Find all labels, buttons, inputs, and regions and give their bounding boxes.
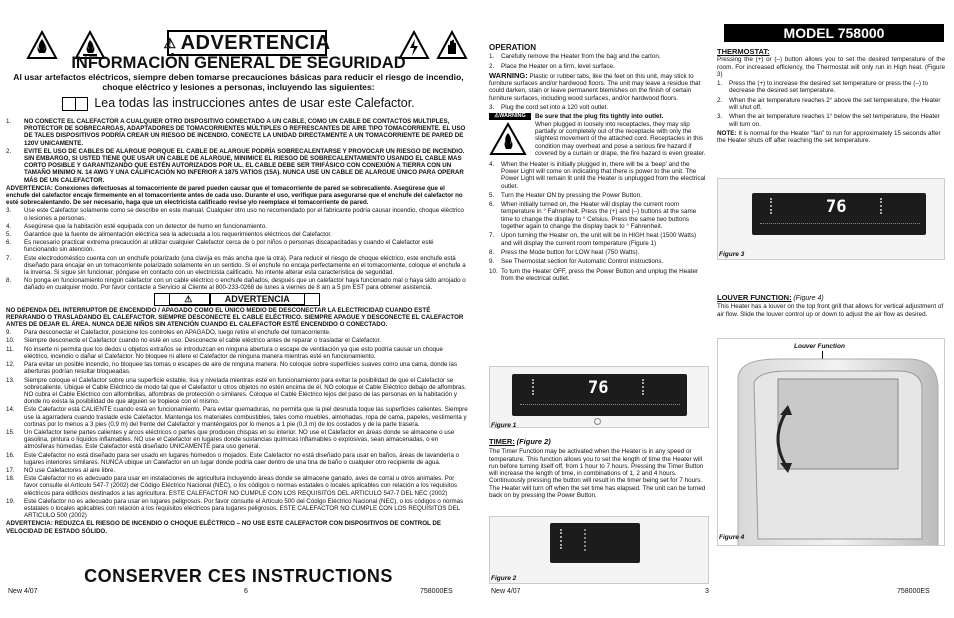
plug-heading: Be sure that the plug fits tightly into outlet. — [535, 113, 664, 121]
list-item-number: 6. — [6, 239, 12, 247]
no-depend-paragraph — [6, 307, 468, 329]
intro-text: Al usar artefactos eléctricos, siempre deben tomarse precauciones básicas para reducir el riesgo de incendio, choque eléctrico y lesiones a personas, incluyendo las siguientes: — [13, 72, 464, 92]
warning-label: WARNING: — [489, 70, 528, 80]
timer-heading — [489, 438, 709, 446]
list-item-number: 2. — [717, 96, 723, 104]
thermostat-panel-display — [752, 193, 926, 235]
list-item-number: 19. — [6, 497, 15, 505]
list-item — [717, 97, 945, 112]
op-step-3 — [489, 104, 707, 111]
list-item — [6, 406, 468, 428]
timer-display-segments — [584, 529, 592, 551]
list-item-number: 16. — [6, 451, 15, 459]
louver-callout: Louver Function — [794, 343, 845, 350]
thermostat-mode-leds — [880, 198, 900, 214]
footer-page-number: 3 — [705, 588, 709, 595]
footer-page-number: 6 — [244, 588, 248, 595]
list-item-text: When the Heater is initially plugged in, there will be a 'beep' and the Power Light will come on indicating that there is power to the unit. The Power Light will remain lit until the Heater is unplugged from the electrical outlet. — [501, 160, 706, 190]
figure-3-label: Figure 3 — [719, 251, 745, 258]
list-item-number: 8. — [489, 248, 495, 256]
list-item-text: See Thermostat section for Automatic Control instructions. — [501, 258, 664, 266]
list-item-text: Siempre desconecte el Calefactor cuando no esté en uso. Desconecte el cable eléctrico antes de reparar o trasladar el Calefactor. — [24, 337, 382, 345]
list-item-text: No ponga en funcionamiento ningún calefactor con un cable eléctrico o enchufe dañados, después que un calefactor haya funcionado mal o haya sido arrojado o dañado en cualquier modo. Por favor contacte a Servicio al Cliente al 800-233-0268 de lunes a viernes de 8 am a 5 pm EST para obtener asistencia. — [24, 277, 466, 292]
list-item-text: NO use Calefactores al aire libre. — [24, 466, 116, 474]
footer-code: 758000ES — [897, 588, 930, 595]
figure-3-image — [717, 178, 945, 260]
timer-section — [489, 438, 709, 512]
figure-1-image — [489, 366, 709, 428]
list-item-number: 2. — [489, 62, 495, 70]
list-item-number: 17. — [6, 466, 15, 474]
list-item-text: When the air temperature reaches 2° above the set temperature, the Heater will shut off. — [729, 96, 941, 112]
list-item-text: Use este Calefactor solamente como se describe en este manual. Cualquier otro uso no recomendado por el fabricante podría causar incendio, choque eléctrico o lesiones a personas. — [24, 207, 464, 222]
list-item — [6, 346, 468, 360]
list-item-text: Press the (+) to increase the desired set temperature or press the (–) to decrease the desired set temperature. — [729, 80, 928, 95]
button-row — [520, 404, 680, 407]
list-item-number: 4. — [489, 160, 495, 168]
thermostat-heading: THERMOSTAT: — [717, 48, 770, 56]
list-item — [717, 113, 945, 128]
warning-text: Plastic or rubber tabs, like the feet on this unit, may stick to furniture surfaces and/or hardwood floors. The unit may leave a residue that could darken, stain or leave permanent blemishes on the finish of certain furniture surfaces, including wood surfaces, and/or hardwood floors. — [489, 72, 701, 102]
thermostat-text: Pressing the (+) or (–) button allows you to set the desired temperature of the room. For increased efficiency, the Thermostat will only run in High heat. (Figure 3) — [717, 56, 945, 78]
list-item-text: EVITE EL USO DE CABLES DE ALARGUE PORQUE EL CABLE DE ALARGUE PODRÍA SOBRECALENTARSE Y PROVOCAR UN RIESGO DE INCENDIO. SIN EMBARGO, SI USTED TIENE QUE USAR UN CABLE DE ALARGUE, MINIMICE EL RIESGO DE SOBRECALENTAMIENTO USANDO EL CABLE MAS CORTO POSIBLE Y GARANTIZANDO QUE ESTÉN AUTORIZADOS POR UL. EL CABLE DEBE SER TRIFÁSICO CON CONEXIÓN A TIERRA CON UN TAMAÑO MINIMO N. 14 AWG Y UNA CALIFICACIÓN NO INFERIOR A 1875 VATIOS (15A). NUNCA USE UN CABLE DE ALARGUE ÚNICO PARA OPERAR MÁS DE UN CALEFACTOR. — [24, 147, 465, 184]
warning-box-text: WARNING — [499, 113, 526, 120]
list-item — [6, 377, 468, 406]
list-item-text: Este Calefactor está CALIENTE cuando está en funcionamiento. Para evitar quemaduras, no permita que la piel desnuda toque las superficies calientes. Siempre use la agarradera cuando traslade este Calefactor. Mantenga los materiales combustibles, tales como muebles, almohadas, ropa de cama, papeles, vestimenta y cortinas por lo menos a 3 pies (0,9 m) del frente del Calefactor y manténgalos por lo menos a 1 pie (0,3 m) de los costados y de la parte trasera. — [24, 406, 468, 428]
list-item-text: Asegúrese que la habitación esté equipada con un detector de humo en funcionamiento. — [24, 222, 267, 230]
list-item — [6, 429, 468, 451]
power-light — [594, 418, 601, 425]
list-item-number: 13. — [6, 376, 15, 384]
list-item-text: Este Calefactor no está diseñado para ser usado en lugares húmedos o mojados. Este Calefactor no está diseñado para usar en baños, áreas de lavandería o lugares interiores similares. NUNCA ubique un Calefactor en un lugar donde podría caer dentro de una tina de baño o cualquier otro recipiente de agua. — [24, 451, 460, 466]
list-item-text: Este Calefactor no es adecuado para usar en instalaciones de agricultura incluyendo áreas donde se almacene ganado, aves de corral u otros animales. Por favor consulte el Artículo 547-7 (2002) del Código Eléctrico Nacional (NEC), o los códigos o normas estatales o locales aplicables con relación a los requisitos eléctricos para edificios destinados a las agricultura. ESTE CALEFACTOR NO CUMPLE CON LOS REQUISITOS DEL ARTICULO 547-7 DEL NEC (2002) — [24, 475, 458, 497]
list-item — [6, 361, 468, 375]
louver-heading — [717, 294, 945, 302]
list-item — [489, 268, 707, 283]
list-item-number: 4. — [6, 222, 12, 230]
alert-triangle-icon: ⚠ — [494, 113, 500, 120]
op-step-number: 3. — [489, 104, 495, 112]
thermostat-leds — [770, 198, 774, 214]
list-item-text: Upon turning the Heater on, the unit will be in HIGH heat (1500 Watts) and will display the current room temperature (Figure 1) — [501, 232, 697, 247]
note-label: NOTE: — [717, 129, 737, 137]
figure-2-image — [489, 516, 709, 584]
note-text: It is normal for the Heater "fan" to run for approximately 15 seconds after the Heater shuts off after reaching the set temperature. — [717, 129, 941, 145]
list-item-number: 6. — [489, 201, 495, 209]
fire-hazard-icon — [489, 122, 527, 156]
temperature-readout: 76 — [588, 378, 609, 398]
list-item-number: 1. — [489, 53, 495, 61]
list-item-text: When the air temperature reaches 1° below the set temperature, the Heater will turn on. — [729, 113, 940, 128]
list-item — [489, 53, 707, 60]
control-panel-display — [512, 374, 687, 416]
list-item — [6, 223, 468, 230]
advertencia-paragraph-text: ADVERTENCIA: Conexiones defectuosas al tomacorriente de pared pueden causar que el tomacorriente de pared se sobrecaliente. Asegúrese que el enchufe del calefactor encaje firmemente en el tomacorriente antes de cada uso. Durante el uso, verifique para asegurarse que el enchufe del calefactor no esté sobrecalentando. De ser necesario, haga que un electricista calificado revise y/o reemplace el tomacorriente de pared. — [6, 184, 463, 207]
list-item — [489, 161, 707, 190]
indicator-leds — [532, 379, 536, 395]
no-depend-text: NO DEPENDA DEL INTERRUPTOR DE ENCENDIDO / APAGADO COMO EL ÚNICO MEDIO DE DESCONECTAR LA ELECTRICIDAD CUANDO ESTÉ REPARANDO O TRASLADANDO EL CALEFACTOR. SIEMPRE DESCONECTE EL CABLE ELÉCTRICO. SIEMPRE APAGUE Y DESCONECTE EL CALEFACTOR ANTES DE DEJAR EL ÁREA. NUNCA DEJE NIÑOS SIN ATENCIÓN CUANDO EL CALEFACTOR ESTÉ ENCENDIDO O CONECTADO. — [6, 306, 464, 329]
list-item-text: Este electrodoméstico cuenta con un enchufe polarizado (una clavija es más ancha que la otra). Para reducir el riesgo de choque eléctrico, este enchufe está diseñado para encajar en un tomacorriente polarizado solamente en un sentido. Si el enchufe no encaja perfectamente en el tomacorriente, coloque el enchufe a la inversa. Si sigue sin funcionar, póngase en contacto con un electricista calificado. No intente alterar esta característica de seguridad. — [24, 254, 466, 277]
safety-list — [6, 118, 468, 586]
louver-figure-ref: (Figure 4) — [793, 295, 824, 302]
list-item-text: Es necesario practicar extrema precaución al utilizar cualquier Calefactor cerca de o por niños o personas discapacitadas y cuando el Calefactor esté funcionando sin atención. — [24, 239, 434, 254]
list-item — [6, 329, 468, 336]
conserve-heading: CONSERVER CES INSTRUCTIONS — [84, 566, 393, 586]
read-notice-text: Lea todas las instrucciones antes de usar este Calefactor. — [94, 96, 415, 110]
list-item — [489, 258, 707, 265]
louver-text: This Heater has a louver on the top front grill that allows for vertical adjustment of air flow. Slide the louver control up or down to adjust the air flow as desired. — [717, 303, 944, 318]
list-item-number: 5. — [6, 231, 12, 239]
mode-indicator-leds — [642, 379, 662, 395]
list-item — [6, 452, 468, 466]
figure-4-image — [717, 338, 945, 546]
louver-section — [717, 294, 945, 334]
list-item — [489, 192, 707, 199]
list-item — [6, 475, 468, 497]
list-item — [489, 232, 707, 247]
thermostat-button-row — [760, 223, 920, 226]
louver-heading-text: LOUVER FUNCTION: — [717, 294, 792, 302]
list-item — [6, 148, 468, 184]
list-item-text: To turn the Heater OFF, press the Power Button and unplug the Heater from the electrical outlet. — [501, 267, 699, 282]
list-item-number: 14. — [6, 406, 15, 414]
list-item-number: 2. — [6, 147, 12, 155]
list-item — [717, 80, 945, 95]
footer-code: 758000ES — [420, 588, 453, 595]
advertencia-small-text: ADVERTENCIA — [210, 293, 305, 305]
list-item — [6, 467, 468, 474]
list-item-number: 5. — [489, 191, 495, 199]
safety-title: INFORMACIÓN GENERAL DE SEGURIDAD — [71, 54, 406, 72]
warning-paragraph — [489, 72, 707, 102]
list-item — [6, 118, 468, 147]
list-item-number: 7. — [6, 254, 12, 262]
list-item-text: Un Calefactor tiene partes calientes y arcos eléctricos o partes que producen chispas en su interior. NO use el Calefactor en áreas donde se almacene o use gasolina, pintura o líquidos inflamables. NO use el Calefactor en lugares donde sustancias químicas inflamables o explosivas, sean almacenadas, o en atmósferas húmedas. Este Calefactor está diseñado ÚNICAMENTE para uso general. — [24, 428, 455, 451]
plug-warning-block — [489, 113, 707, 158]
list-item-text: Place the Heater on a firm, level surface. — [501, 62, 615, 70]
list-item-text: When initially turned on, the Heater will display the current room temperature in ° Fahrenheit. Press the (+) and (–) buttons at the same time to change the display to ° Celsius. Press the same two buttons together again to change the display back to ° Fahrenheit. — [501, 201, 697, 231]
advertencia-text: ADVERTENCIA — [180, 31, 331, 54]
timer-figure-ref: (Figure 2) — [516, 438, 551, 446]
list-item — [489, 63, 707, 70]
advertencia-small-badge — [6, 293, 468, 306]
read-notice — [0, 96, 477, 111]
list-item — [6, 498, 468, 520]
list-item — [6, 231, 468, 238]
alert-triangle-icon: ⚠ — [169, 293, 210, 305]
list-item-text: Para evitar un posible incendio, no bloquee las tomas o escapes de aire de ninguna manera. No coloque sobre superficies suaves como una cama, donde las aberturas podrían resultar bloqueadas. — [24, 361, 458, 376]
list-item-number: 1. — [717, 80, 723, 88]
heater-illustration — [718, 339, 945, 546]
thermostat-temperature-readout: 76 — [826, 197, 847, 217]
advertencia-banner — [163, 30, 331, 56]
footer-date: New 4/07 — [491, 588, 521, 595]
list-item-number: 18. — [6, 475, 15, 483]
list-item-text: Garantice que la fuente de alimentación eléctrica sea la adecuada a los requerimientos eléctricos del Calefactor. — [24, 231, 332, 239]
operation-column — [489, 44, 707, 364]
list-item-number: 1. — [6, 118, 12, 125]
list-item — [6, 277, 468, 291]
list-item — [6, 255, 468, 277]
list-item-number: 11. — [6, 345, 15, 353]
model-banner: MODEL 758000 — [724, 24, 944, 42]
list-item-text: Este Calefactor no es adecuado para usar en lugares peligrosos. Por favor consulte el Artículo 500 del Código Eléctrico Nacional (NEC), o los códigos o normas estatales o locales aplicables con relación a los requisitos eléctricos para lugares peligrosos. ESTE CALEFACTOR NO CUMPLE CON LOS REQUISITOS DEL ARTICULO 500 (2002) — [24, 497, 464, 520]
footer-date: New 4/07 — [8, 588, 38, 595]
list-item-text: NO CONECTE EL CALEFACTOR A CUALQUIER OTRO DISPOSITIVO CONECTADO A UN CABLE, COMO UN CABLE DE CONTACTOS MÚLTIPLES, PROTECTOR DE SOBRECARGAS, ADAPTADORES DE TOMACORRIENTES MÚLTIPLES O REFRESCANTES DE AIRE TIPO TOMACORRIENTE. EL USO DE TALES DISPOSITIVOS PODRÍA CREAR UN RIESGO DE INCENDIO. CONECTE LA UNIDAD DIRECTAMENTE A UN TOMACORRIENTE DE PARED DE 120V UNICAMENTE. — [24, 118, 466, 147]
advertencia-paragraph — [6, 185, 468, 207]
list-item-text: Turn the Heater ON by pressing the Power Button. — [501, 191, 642, 199]
list-item-text: Para desconectar el Calefactor, posicione los controles en APAGADO, luego retire el enchufe del tomacorriente. — [24, 329, 331, 337]
list-item-text: No inserte ni permita que los dedos u objetos extraños se introduzcan en ninguna abertura o escape de ventilación ya que esto podría causar un choque eléctrico, incendio o dañar el Calefactor. No bloquee ni altere el Calefactor de ninguna manera mientras esté en funcionamiento. — [24, 345, 443, 360]
figure-2-label: Figure 2 — [491, 575, 517, 582]
plug-text: When plugged in loosely into receptacles, they may slip partially or completely out of the receptacle with only the slightest movement of the attached cord. Receptacles in this condition may overheat and pose a serious fire hazard if covered by a curtain or drape, the fire hazard is even greater. — [535, 120, 706, 157]
list-item-number: 8. — [6, 277, 12, 285]
right-page — [477, 0, 954, 618]
list-item — [489, 201, 707, 230]
note-paragraph — [717, 130, 945, 145]
list-item-number: 3. — [6, 207, 12, 215]
list-item-text: Press the Mode button for LOW heat (750 Watts). — [501, 248, 640, 256]
list-item-number: 9. — [489, 258, 495, 266]
op-step-text: Plug the cord set into a 120 volt outlet. — [501, 104, 609, 112]
list-item-number: 9. — [6, 329, 12, 337]
list-item-number: 15. — [6, 428, 15, 436]
advertencia-final-text: ADVERTENCIA: REDUZCA EL RIESGO DE INCENDIO O CHOQUE ELÉCTRICO – NO USE ESTE CALEFACTOR CON DISPOSITIVOS DE CONTROL DE VELOCIDAD DE ESTADO SÓLIDO. — [6, 520, 441, 535]
list-item — [6, 239, 468, 253]
alert-triangle-icon: ⚠ — [163, 34, 177, 51]
advertencia-final — [6, 520, 468, 534]
list-item — [6, 207, 468, 221]
list-item-number: 12. — [6, 361, 15, 369]
list-item-number: 3. — [717, 113, 723, 121]
list-item-text: Carefully remove the Heater from the bag and the carton. — [501, 53, 661, 61]
timer-panel-display — [550, 523, 640, 563]
list-item-text: Siempre coloque el Calefactor sobre una superficie estable, lisa y nivelada mientras esté en funcionamiento para evitar la posibilidad de que el Calefactor se sobrecaliente. Ubique el Cable Eléctrico de modo tal que el Calefactor u otros objetos no estén encima de él. NO coloque el Cable Eléctrico debajo de alfombras. NO cubra el Cable Eléctrico con alfombrillas, alfombras de protección o similares. Coloque el Cable Eléctrico lejos del paso de las personas en la habitación y donde no exista la posibilidad de que alguien se tropiece con el mismo. — [24, 376, 467, 406]
warning-box — [489, 113, 531, 120]
timer-heading-text: TIMER: — [489, 438, 515, 446]
list-item — [6, 337, 468, 344]
book-icon — [62, 97, 88, 111]
list-item-number: 10. — [6, 337, 15, 345]
timer-indicator-leds — [560, 529, 564, 549]
thermostat-section — [717, 48, 945, 172]
figure-4-label: Figure 4 — [719, 534, 745, 541]
list-item-number: 7. — [489, 232, 495, 240]
operation-heading: OPERATION — [489, 44, 536, 52]
figure-1-label: Figure 1 — [491, 422, 517, 429]
timer-text: The Timer Function may be activated when the Heater is in any speed or temperature. This function allows you to set the length of time the Heater will run before turning itself off, from 1 hour to 7 hours. Pressing the Timer Button will increase the length of time, in combinations of 1, 2 and 4 hours. Continuously pressing the button will result in the timer being set for 7 hours. The Heater will turn off when the set time has elapsed. The unit can be turned back on by pressing the Power Button. — [489, 448, 706, 500]
list-item — [489, 249, 707, 256]
list-item-number: 10. — [489, 267, 498, 275]
